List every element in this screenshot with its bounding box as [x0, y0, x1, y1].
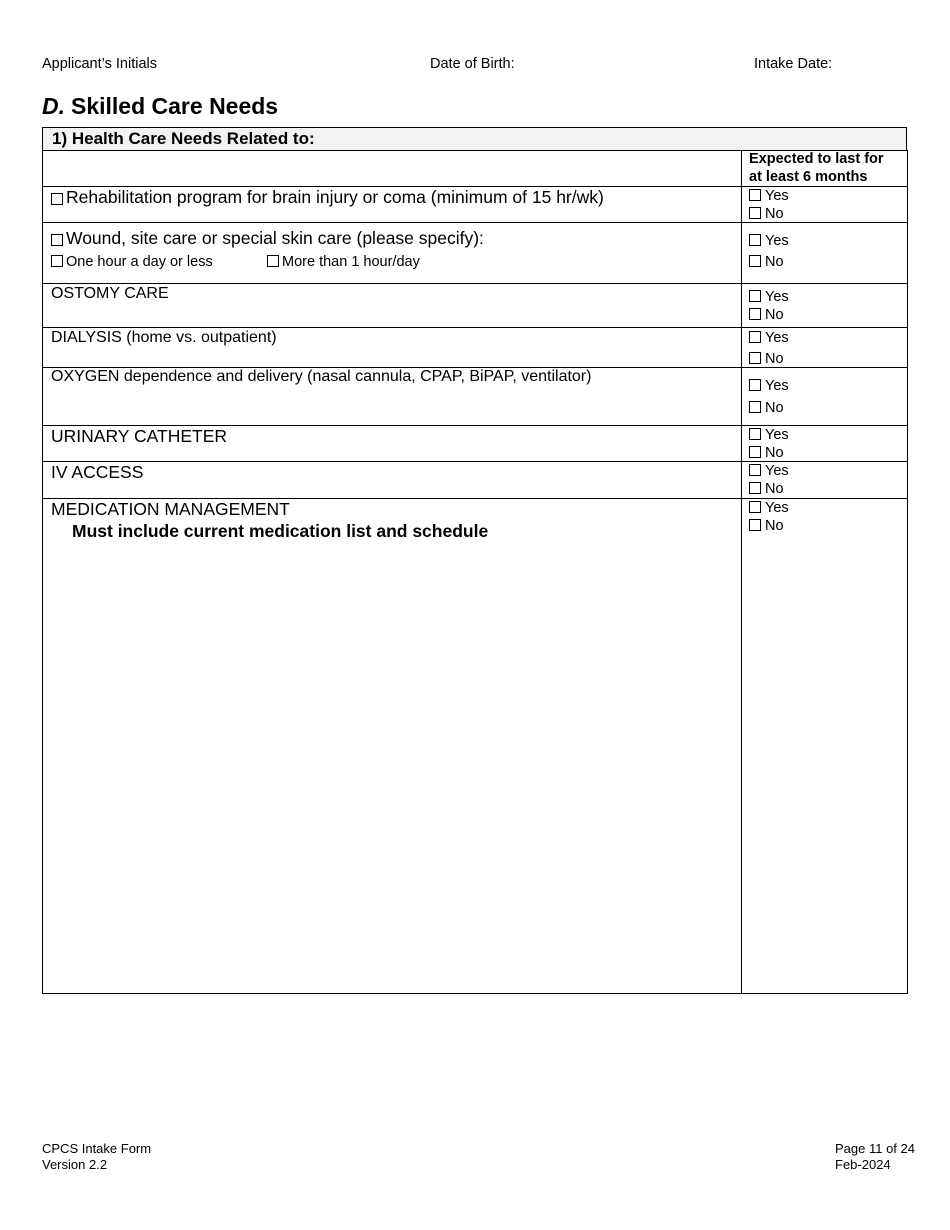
dialysis-no-checkbox[interactable]	[749, 352, 761, 364]
one-hour-or-less-checkbox[interactable]	[51, 255, 63, 267]
intake-date-label: Intake Date:	[754, 56, 833, 72]
wound-checkbox[interactable]	[51, 234, 63, 246]
no-option: No	[749, 518, 784, 534]
table-row	[42, 425, 908, 462]
no-option: No	[749, 307, 784, 323]
ostomy-no-checkbox[interactable]	[749, 308, 761, 320]
iv-yes-checkbox[interactable]	[749, 464, 761, 476]
medication-no-checkbox[interactable]	[749, 519, 761, 531]
catheter-no-checkbox[interactable]	[749, 446, 761, 458]
dialysis-yes-checkbox[interactable]	[749, 331, 761, 343]
rehab-no-checkbox[interactable]	[749, 207, 761, 219]
yes-option: Yes	[749, 427, 789, 443]
rehab-yes-checkbox[interactable]	[749, 189, 761, 201]
no-option: No	[749, 351, 784, 367]
form-version: Version 2.2	[42, 1157, 108, 1172]
table-row	[42, 222, 908, 284]
page-number: Page 11 of 24	[835, 1141, 915, 1156]
date-of-birth-label: Date of Birth:	[430, 56, 515, 72]
wound-item	[51, 228, 484, 249]
footer-left	[42, 1141, 151, 1173]
column-header-row	[42, 150, 908, 187]
section-title	[42, 93, 278, 120]
applicant-initials-label: Applicant’s Initials	[42, 56, 157, 72]
wound-label: Wound, site care or special skin care (please specify):	[66, 228, 484, 248]
dialysis-label: DIALYSIS (home vs. outpatient)	[51, 329, 277, 346]
yes-option: Yes	[749, 500, 789, 516]
rehab-label: Rehabilitation program for brain injury or coma (minimum of 15 hr/wk)	[66, 187, 604, 207]
yes-option: Yes	[749, 289, 789, 305]
rehab-item	[51, 187, 604, 208]
table-row	[42, 498, 908, 994]
medication-management-label: MEDICATION MANAGEMENT	[51, 499, 290, 519]
no-option: No	[749, 206, 784, 222]
yes-option: Yes	[749, 463, 789, 479]
iv-access-label: IV ACCESS	[51, 462, 144, 482]
wound-option-1: One hour a day or less	[51, 254, 213, 270]
table-row	[42, 283, 908, 328]
wound-yes-checkbox[interactable]	[749, 234, 761, 246]
section-title-text: Skilled Care Needs	[71, 93, 279, 119]
ostomy-yes-checkbox[interactable]	[749, 290, 761, 302]
section-letter: D.	[42, 93, 65, 119]
no-option: No	[749, 445, 784, 461]
urinary-catheter-label: URINARY CATHETER	[51, 426, 227, 446]
wound-no-checkbox[interactable]	[749, 255, 761, 267]
medication-note: Must include current medication list and schedule	[72, 521, 489, 541]
iv-no-checkbox[interactable]	[749, 482, 761, 494]
catheter-yes-checkbox[interactable]	[749, 428, 761, 440]
expected-duration-header: Expected to last for at least 6 months	[749, 151, 884, 185]
table-row	[42, 367, 908, 426]
oxygen-no-checkbox[interactable]	[749, 401, 761, 413]
no-option: No	[749, 400, 784, 416]
table-row	[42, 461, 908, 499]
yes-option: Yes	[749, 330, 789, 346]
oxygen-yes-checkbox[interactable]	[749, 379, 761, 391]
wound-option-2: More than 1 hour/day	[267, 254, 420, 270]
yes-option: Yes	[749, 233, 789, 249]
yes-option: Yes	[749, 378, 789, 394]
table-row	[42, 327, 908, 368]
no-option: No	[749, 481, 784, 497]
medication-yes-checkbox[interactable]	[749, 501, 761, 513]
table-title-bar	[42, 127, 907, 151]
table-row	[42, 186, 908, 223]
rehab-checkbox[interactable]	[51, 193, 63, 205]
form-date: Feb-2024	[835, 1157, 891, 1172]
yes-option: Yes	[749, 188, 789, 204]
footer-right	[835, 1141, 915, 1173]
ostomy-label: OSTOMY CARE	[51, 285, 169, 302]
oxygen-label: OXYGEN dependence and delivery (nasal cannula, CPAP, BiPAP, ventilator)	[51, 368, 592, 385]
table-title: 1) Health Care Needs Related to:	[52, 129, 315, 148]
more-than-1-hour-checkbox[interactable]	[267, 255, 279, 267]
no-option: No	[749, 254, 784, 270]
form-name: CPCS Intake Form	[42, 1141, 152, 1156]
